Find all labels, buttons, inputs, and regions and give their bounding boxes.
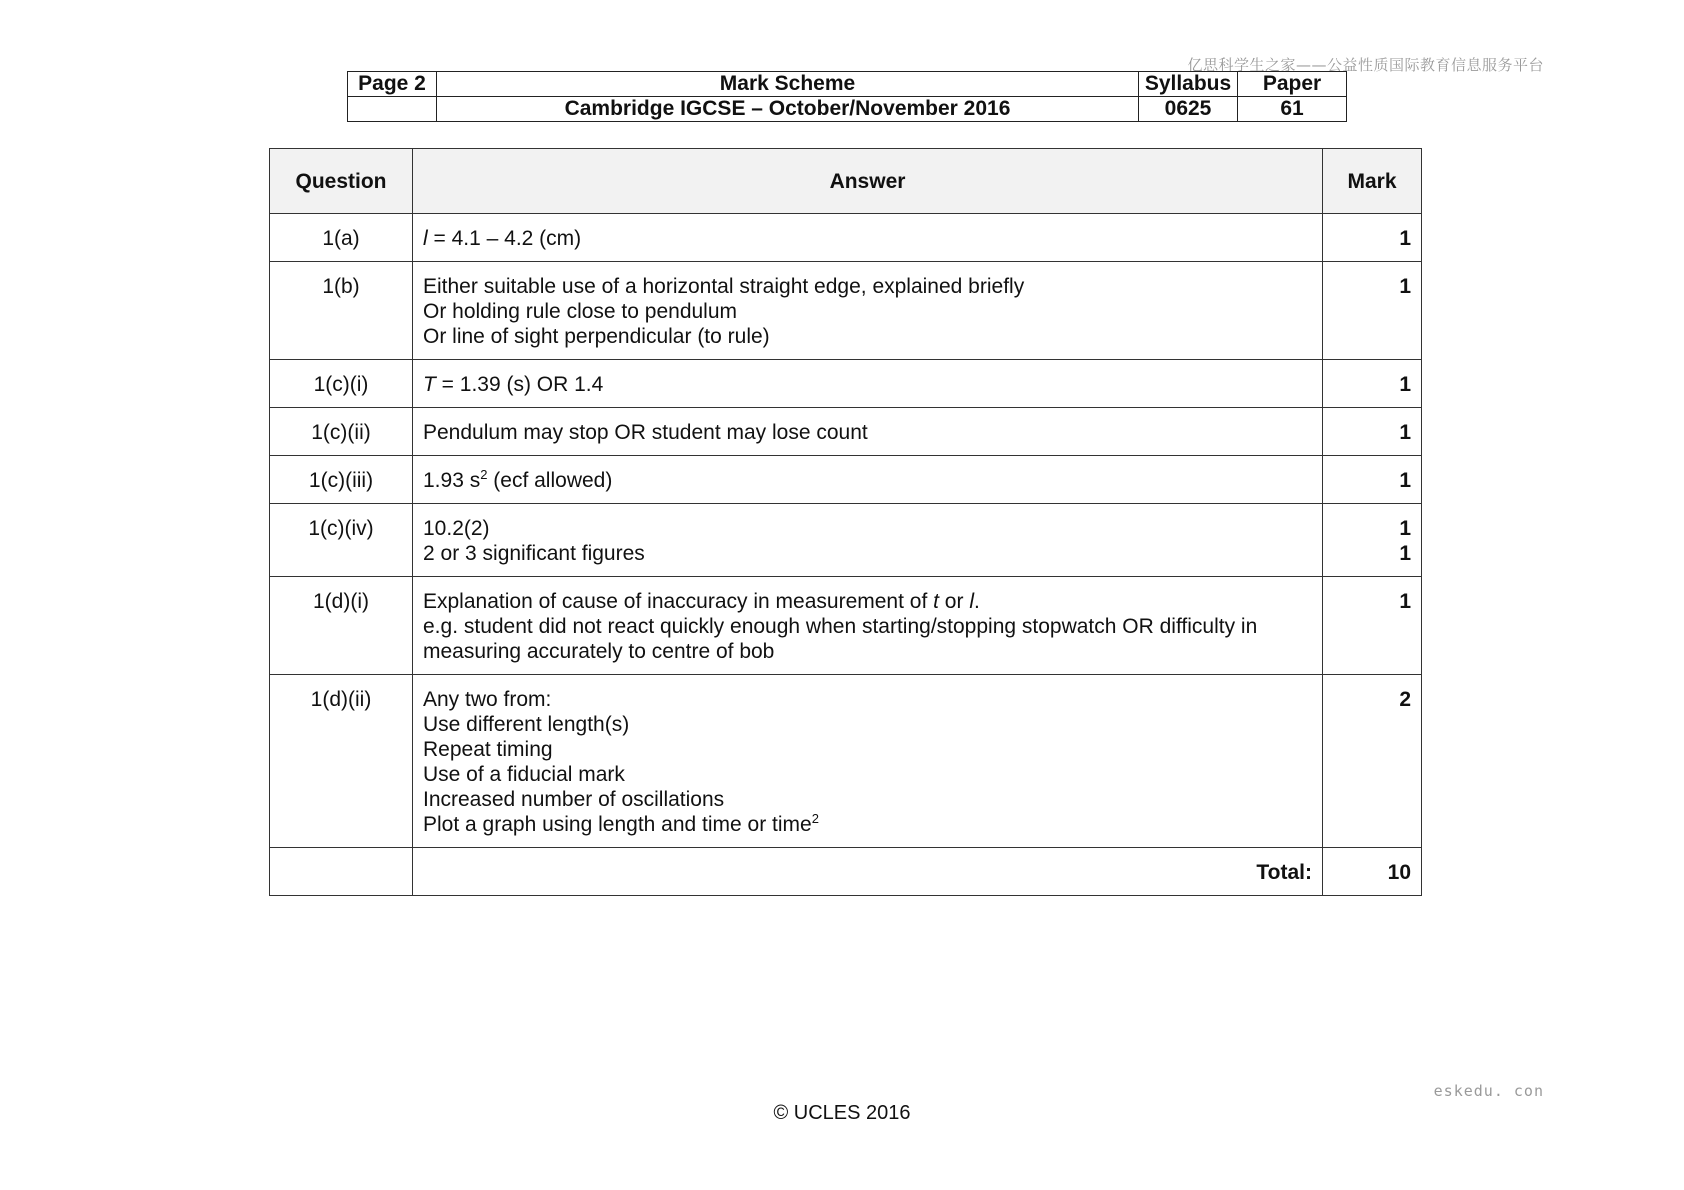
answer-cell: Pendulum may stop OR student may lose count xyxy=(413,408,1323,456)
mark-cell: 1 xyxy=(1323,360,1422,408)
answer-cell xyxy=(413,577,1323,675)
mark-cell: 2 xyxy=(1323,675,1422,848)
mark-cell: 1 xyxy=(1323,456,1422,504)
answer-cell xyxy=(413,504,1323,577)
question-cell: 1(d)(i) xyxy=(270,577,413,675)
paper-label: Paper xyxy=(1238,72,1347,97)
total-value: 10 xyxy=(1323,848,1422,896)
answer-cell xyxy=(413,214,1323,262)
answer-text: . xyxy=(973,590,980,613)
question-cell: 1(d)(ii) xyxy=(270,675,413,848)
question-cell: 1(c)(iii) xyxy=(270,456,413,504)
answer-line: 2 or 3 significant figures xyxy=(423,542,645,565)
question-cell: 1(b) xyxy=(270,262,413,360)
header-question: Question xyxy=(270,149,413,214)
answer-text: Explanation of cause of inaccuracy in measurement of xyxy=(423,590,934,613)
answer-line: Either suitable use of a horizontal straight edge, explained briefly xyxy=(423,275,1025,298)
watermark-top: 亿思科学生之家——公益性质国际教育信息服务平台 xyxy=(1187,56,1544,74)
paper-number: 61 xyxy=(1238,97,1347,122)
answer-line: Or holding rule close to pendulum xyxy=(423,300,738,323)
superscript: 2 xyxy=(811,811,819,826)
table-row xyxy=(270,577,1422,675)
answer-line: Repeat timing xyxy=(423,738,553,761)
exam-name: Cambridge IGCSE – October/November 2016 xyxy=(437,97,1139,122)
answer-cell xyxy=(413,262,1323,360)
answer-line: measuring accurately to centre of bob xyxy=(423,640,775,663)
answer-text: = 4.1 – 4.2 (cm) xyxy=(427,227,582,250)
variable-l: l xyxy=(423,227,428,250)
total-blank-cell xyxy=(270,848,413,896)
table-row xyxy=(270,408,1422,456)
answer-text: or xyxy=(938,590,970,613)
answer-text: = 1.39 (s) OR 1.4 xyxy=(435,373,604,396)
mark-cell: 1 xyxy=(1323,214,1422,262)
answer-cell xyxy=(413,456,1323,504)
syllabus-code: 0625 xyxy=(1139,97,1238,122)
answer-line: Use of a fiducial mark xyxy=(423,763,625,786)
mark-scheme-table xyxy=(269,148,1422,896)
answer-line xyxy=(423,812,1312,837)
question-cell: 1(a) xyxy=(270,214,413,262)
answer-line: 10.2(2) xyxy=(423,517,490,540)
table-header-row xyxy=(270,149,1422,214)
mark-value: 1 xyxy=(1399,517,1411,540)
answer-line: Use different length(s) xyxy=(423,713,630,736)
table-row xyxy=(270,214,1422,262)
answer-line xyxy=(423,589,1312,614)
question-cell: 1(c)(iv) xyxy=(270,504,413,577)
mark-cell: 1 xyxy=(1323,577,1422,675)
answer-line: Any two from: xyxy=(423,688,552,711)
table-row xyxy=(270,504,1422,577)
superscript: 2 xyxy=(480,467,488,482)
document-title: Mark Scheme xyxy=(437,72,1139,97)
table-row xyxy=(270,456,1422,504)
total-row xyxy=(270,848,1422,896)
question-cell: 1(c)(i) xyxy=(270,360,413,408)
variable-t: T xyxy=(423,373,436,396)
answer-text: 1.93 s xyxy=(423,469,481,492)
watermark-bottom: eskedu. con xyxy=(1433,1082,1544,1100)
table-row xyxy=(270,262,1422,360)
question-cell: 1(c)(ii) xyxy=(270,408,413,456)
answer-line: e.g. student did not react quickly enough when starting/stopping stopwatch OR difficulty in xyxy=(423,615,1258,638)
page-header-table xyxy=(347,71,1347,122)
header-answer: Answer xyxy=(413,149,1323,214)
answer-cell xyxy=(413,360,1323,408)
answer-line: Increased number of oscillations xyxy=(423,788,725,811)
mark-cell: 1 xyxy=(1323,408,1422,456)
page-number-blank xyxy=(348,97,437,122)
table-row xyxy=(270,675,1422,848)
syllabus-label: Syllabus xyxy=(1139,72,1238,97)
total-label: Total: xyxy=(413,848,1323,896)
page-number: Page 2 xyxy=(348,72,437,97)
variable-l: l xyxy=(969,590,974,613)
answer-text: (ecf allowed) xyxy=(487,469,613,492)
mark-cell: 1 xyxy=(1323,262,1422,360)
mark-value: 1 xyxy=(1399,542,1411,565)
mark-cell xyxy=(1323,504,1422,577)
header-mark: Mark xyxy=(1323,149,1422,214)
answer-line: Or line of sight perpendicular (to rule) xyxy=(423,325,770,348)
answer-cell xyxy=(413,675,1323,848)
copyright-footer: © UCLES 2016 xyxy=(773,1102,911,1124)
variable-t: t xyxy=(933,590,939,613)
table-row xyxy=(270,360,1422,408)
answer-text: Plot a graph using length and time or time xyxy=(423,813,812,836)
